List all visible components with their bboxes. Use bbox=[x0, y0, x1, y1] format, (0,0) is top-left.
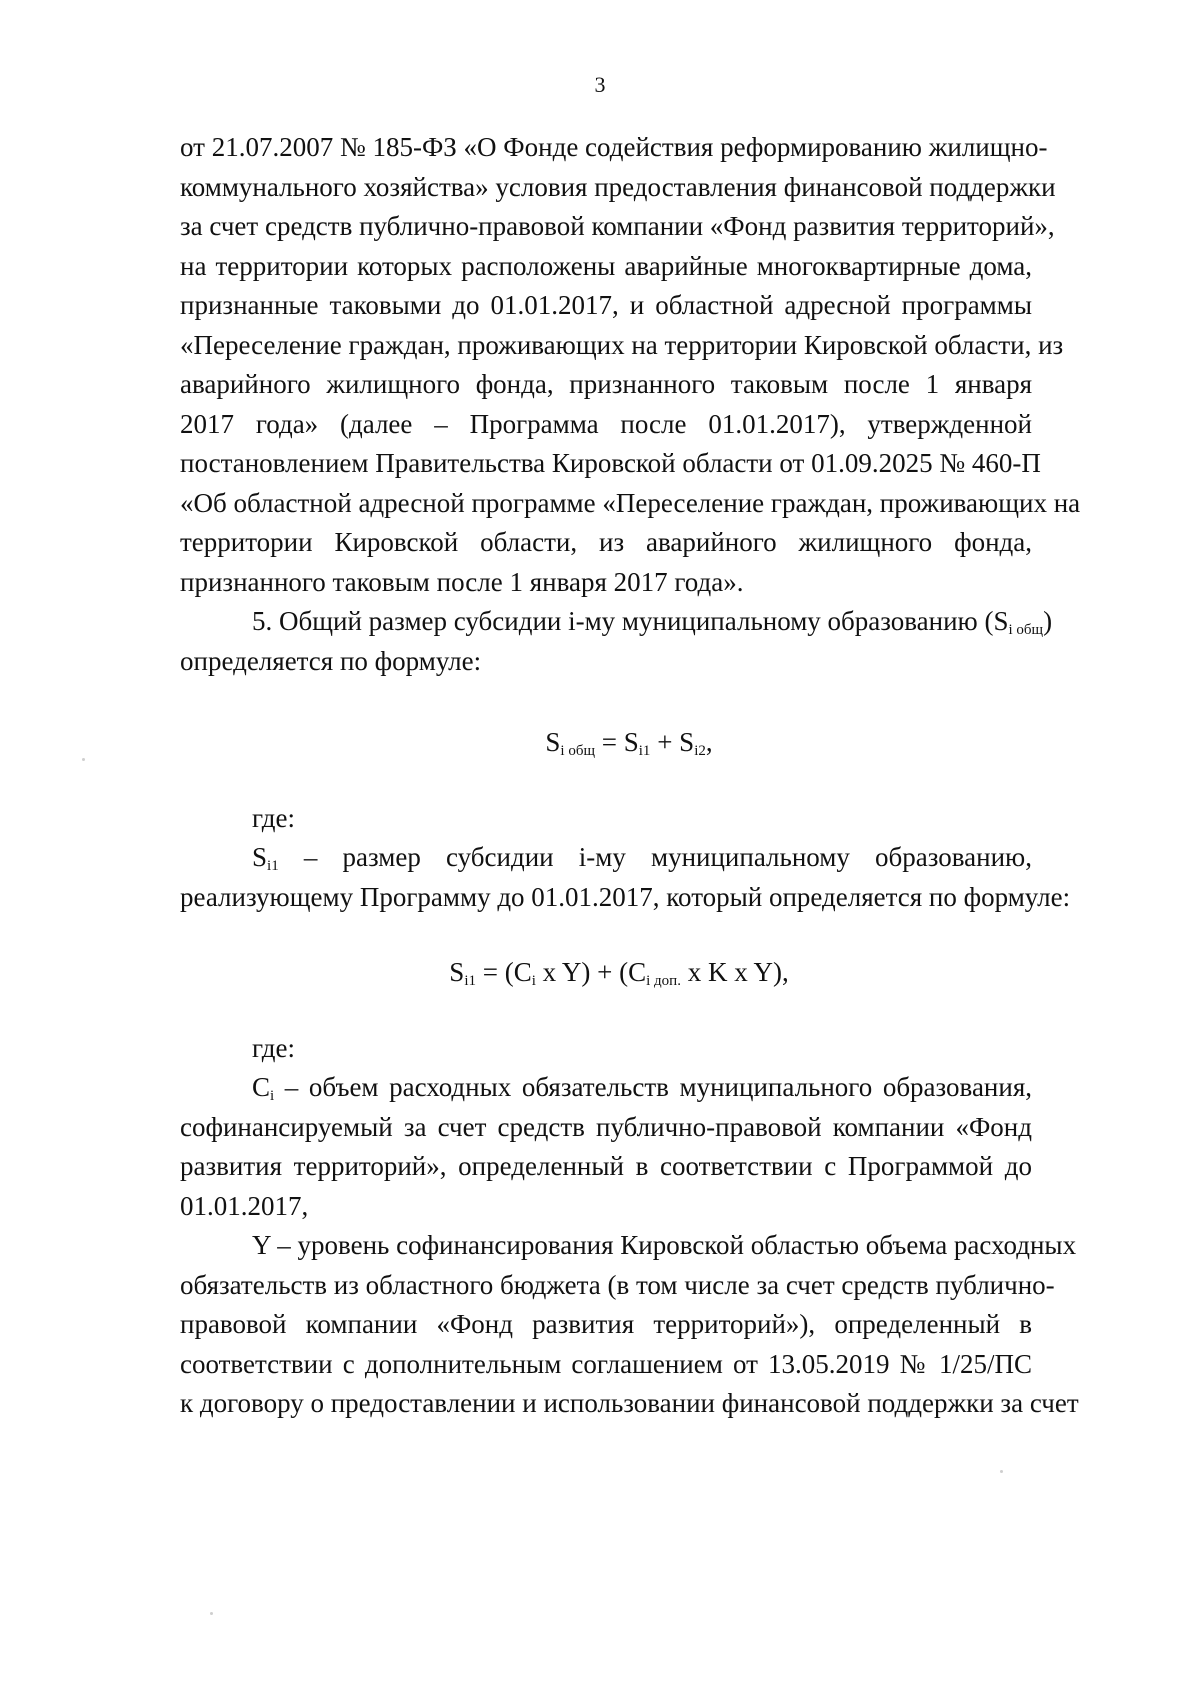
word: i-му bbox=[578, 842, 626, 872]
text-line bbox=[180, 602, 1053, 642]
text-line: правовой компании «Фонд развития территорий»), определенный в bbox=[180, 1309, 1032, 1339]
formula-symbol: = S bbox=[595, 727, 639, 757]
formula-symbol: + S bbox=[650, 727, 695, 757]
text-line: Y – уровень софинансирования Кировской областью объема расходных bbox=[252, 1230, 1077, 1260]
text-line: 2017 года» (далее – Программа после 01.01.2017), утвержденной bbox=[180, 408, 1032, 439]
text-line: коммунального хозяйства» условия предоставления финансовой поддержки bbox=[180, 171, 1056, 202]
word: – bbox=[303, 842, 318, 872]
where-label: где: bbox=[252, 1032, 295, 1063]
definition-si1 bbox=[180, 838, 1071, 917]
subscript: i2 bbox=[694, 743, 706, 759]
subscript: i bbox=[270, 1088, 275, 1104]
text-line bbox=[180, 1068, 1032, 1108]
formula-si1 bbox=[180, 953, 1032, 993]
paragraph-continuation bbox=[180, 128, 1081, 602]
text-line: к договору о предоставлении и использовании финансовой поддержки за счет bbox=[180, 1388, 1079, 1418]
subscript: i1 bbox=[464, 973, 476, 989]
formula-symbol: S bbox=[449, 957, 465, 987]
text-line: признанные таковыми до 01.01.2017, и областной адресной программы bbox=[180, 290, 1032, 320]
scan-artifact bbox=[82, 758, 85, 761]
paragraph-5 bbox=[180, 602, 1053, 681]
subscript: i1 bbox=[638, 743, 651, 759]
text-fragment: ) bbox=[1043, 606, 1053, 636]
page-number: 3 bbox=[594, 72, 606, 97]
formula-symbol: S bbox=[545, 727, 561, 757]
subscript: i общ bbox=[1008, 622, 1044, 638]
subscript: i доп. bbox=[646, 973, 681, 989]
subscript: i общ bbox=[560, 743, 596, 759]
text-line: развития территорий», определенный в соответствии с Программой до bbox=[180, 1151, 1032, 1181]
formula-total-subsidy bbox=[180, 723, 1032, 763]
formula-symbol: = (C bbox=[476, 957, 532, 987]
where-label: где: bbox=[252, 802, 295, 833]
scan-artifact bbox=[1000, 1470, 1003, 1473]
definition-ci bbox=[180, 1068, 1032, 1226]
text-line: на территории которых расположены аварийные многоквартирные дома, bbox=[180, 250, 1032, 281]
text-line: определяется по формуле: bbox=[180, 645, 482, 676]
scan-artifact bbox=[210, 1612, 213, 1615]
word: субсидии bbox=[446, 842, 554, 872]
text-line: «Переселение граждан, проживающих на территории Кировской области, из bbox=[180, 329, 1064, 360]
text-line: софинансируемый за счет средств публично-правовой компании «Фонд bbox=[180, 1111, 1032, 1142]
definition-y bbox=[180, 1226, 1079, 1424]
formula-symbol: C bbox=[252, 1072, 271, 1102]
text-line: за счет средств публично-правовой компании «Фонд развития территорий», bbox=[180, 211, 1055, 241]
text-line: постановлением Правительства Кировской области от 01.09.2025 № 460-П bbox=[180, 448, 1041, 478]
subscript: i1 bbox=[267, 858, 279, 874]
text-line: аварийного жилищного фонда, признанного таковым после 1 января bbox=[180, 369, 1032, 399]
word: образованию, bbox=[875, 842, 1032, 872]
text-fragment: – объем расходных обязательств муниципального образования, bbox=[274, 1072, 1032, 1102]
text-line: признанного таковым после 1 января 2017 года». bbox=[180, 566, 744, 597]
text-fragment: 5. Общий размер субсидии i-му муниципальному образованию (S bbox=[252, 606, 1009, 636]
text-line: территории Кировской области, из аварийного жилищного фонда, bbox=[180, 527, 1032, 557]
text-line: 01.01.2017, bbox=[180, 1190, 309, 1221]
word: муниципальному bbox=[651, 842, 850, 872]
text-line: от 21.07.2007 № 185-ФЗ «О Фонде содействия реформированию жилищно- bbox=[180, 132, 1048, 162]
document-body bbox=[180, 128, 1081, 1424]
text-line bbox=[180, 838, 1032, 878]
variable bbox=[252, 838, 279, 878]
formula-symbol: , bbox=[705, 727, 713, 757]
text-line: соответствии с дополнительным соглашением от 13.05.2019 № 1/25/ПС bbox=[180, 1348, 1032, 1379]
subscript: i bbox=[531, 973, 536, 989]
formula-symbol: x K x Y), bbox=[680, 957, 789, 987]
formula-symbol: S bbox=[252, 842, 268, 872]
word: размер bbox=[342, 842, 421, 872]
text-line: «Об областной адресной программе «Переселение граждан, проживающих на bbox=[180, 487, 1081, 518]
formula-symbol: x Y) + (C bbox=[535, 957, 647, 987]
text-line: обязательств из областного бюджета (в том числе за счет средств публично- bbox=[180, 1269, 1055, 1300]
text-line: реализующему Программу до 01.01.2017, который определяется по формуле: bbox=[180, 881, 1071, 912]
